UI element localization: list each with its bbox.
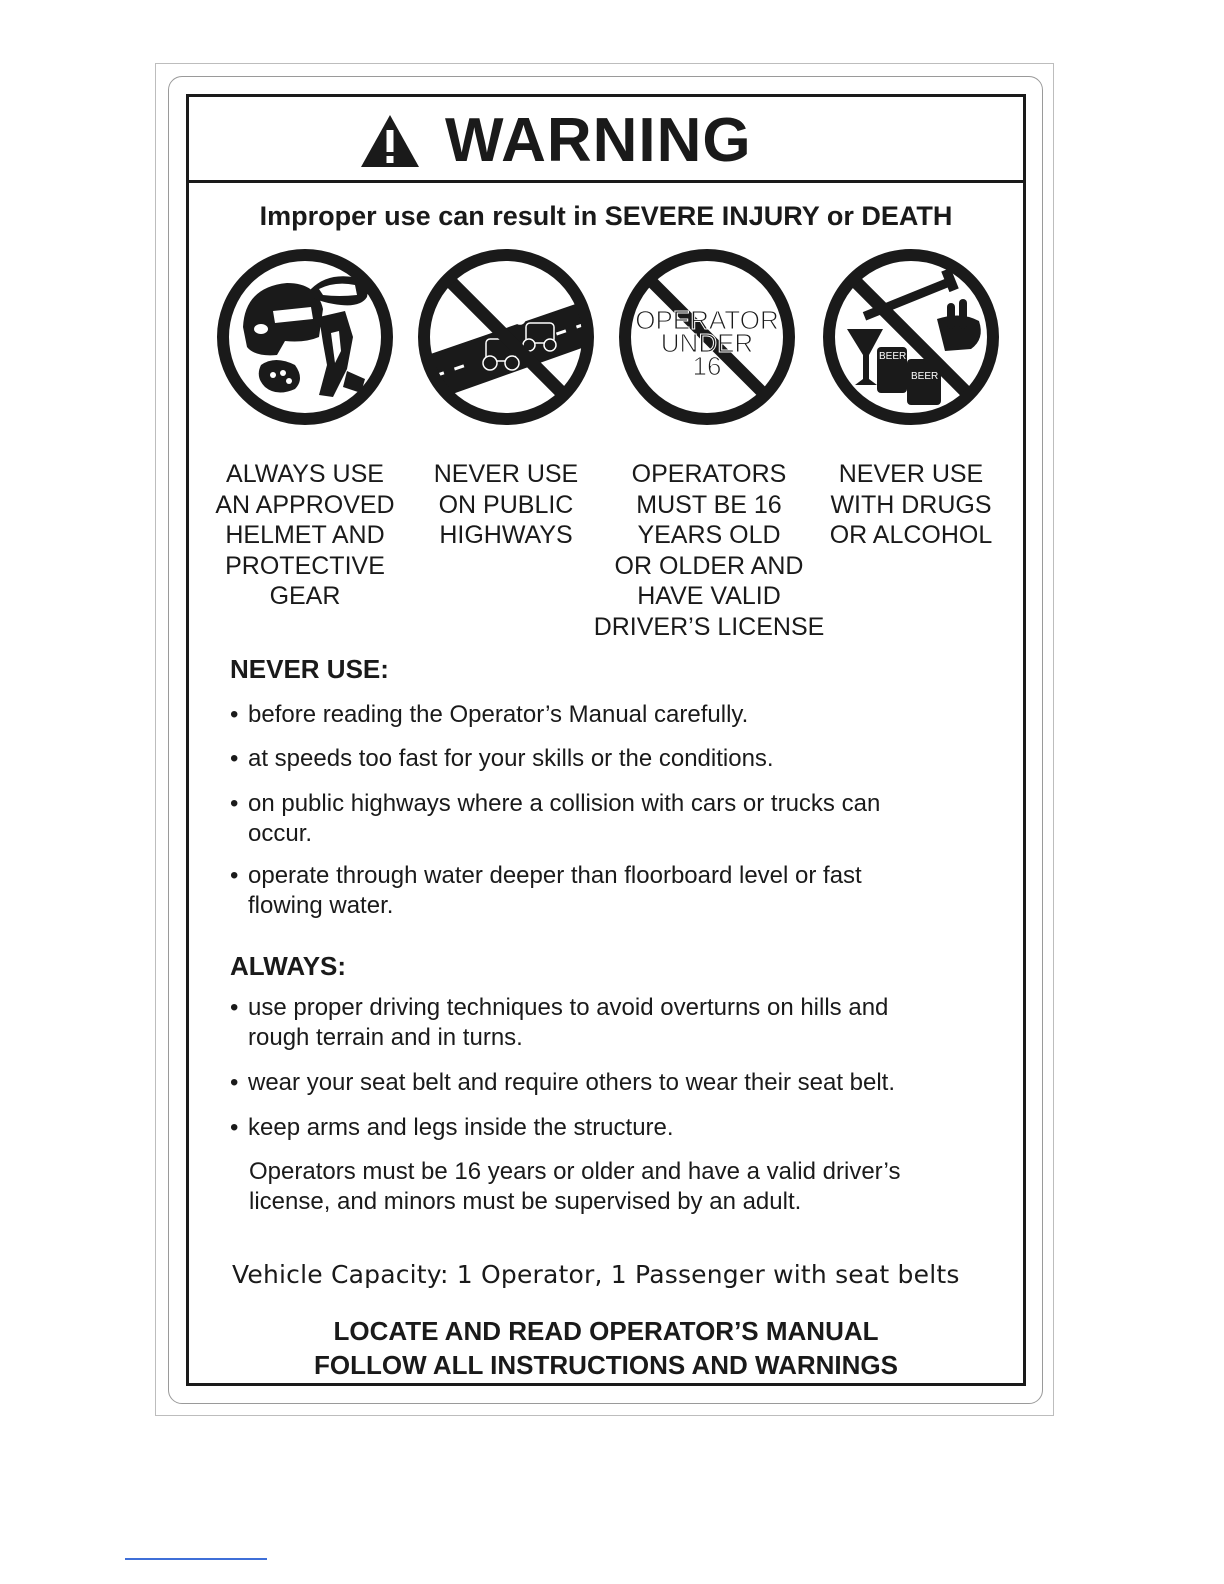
underage-text-3: 16 xyxy=(692,351,722,381)
caption-line: DRIVER’S LICENSE xyxy=(593,612,825,641)
always-item xyxy=(230,1068,980,1098)
no-highway-icon xyxy=(416,247,596,427)
bullet-text-continued: occur. xyxy=(248,820,313,847)
caption-line: YEARS OLD xyxy=(637,521,781,549)
caption-line: AN APPROVED xyxy=(215,490,395,519)
beer-label-2: BEER xyxy=(911,371,939,382)
footer-line-1: LOCATE AND READ OPERATOR’S MANUAL xyxy=(333,1316,879,1346)
always-heading: ALWAYS: xyxy=(230,951,347,981)
bullet-dot: • xyxy=(230,862,239,889)
caption-line: PROTECTIVE xyxy=(225,551,385,580)
caption-line: GEAR xyxy=(269,582,341,610)
warning-header xyxy=(189,97,1023,183)
bullet-text: wear your seat belt and require others to wear their seat belt. xyxy=(248,1069,896,1096)
bullet-dot: • xyxy=(230,701,239,728)
bullet-dot: • xyxy=(230,745,239,772)
caption-line: NEVER USE xyxy=(433,460,579,488)
bullet-text: on public highways where a collision with cars or trucks can xyxy=(248,790,881,817)
bullet-text-continued: rough terrain and in turns. xyxy=(248,1024,523,1051)
always-item xyxy=(230,993,980,1053)
underage-text-1: OPERATOR xyxy=(635,305,779,335)
underage-text-2: UNDER xyxy=(660,328,754,358)
caption-line: HIGHWAYS xyxy=(439,521,573,549)
caption-line: WITH DRUGS xyxy=(830,490,992,519)
caption-line: OR OLDER AND xyxy=(614,551,804,580)
caption-line: HELMET AND xyxy=(225,521,385,549)
warning-title-group xyxy=(359,106,752,175)
caption-line: NEVER USE xyxy=(838,460,984,488)
bullet-text: before reading the Operator’s Manual carefully. xyxy=(248,701,749,728)
vehicle-capacity: Vehicle Capacity: 1 Operator, 1 Passenger with seat belts xyxy=(232,1260,960,1289)
warning-triangle-icon xyxy=(359,113,421,169)
footer-line-2: FOLLOW ALL INSTRUCTIONS AND WARNINGS xyxy=(314,1350,898,1380)
never-use-item xyxy=(230,700,980,730)
caption-helmet xyxy=(190,459,420,612)
never-use-item xyxy=(230,744,980,774)
never-use-heading: NEVER USE: xyxy=(230,654,389,684)
beer-label-1: BEER xyxy=(879,351,907,362)
caption-line: OPERATORS xyxy=(631,460,787,488)
warning-subtitle: Improper use can result in SEVERE INJURY or DEATH xyxy=(259,201,953,231)
caption-line: HAVE VALID xyxy=(637,582,781,610)
bullet-text: at speeds too fast for your skills or the conditions. xyxy=(248,745,774,772)
always-item xyxy=(230,1113,980,1143)
bullet-dot: • xyxy=(230,1069,239,1096)
no-drugs-alcohol-icon xyxy=(821,247,1001,427)
bullet-text: keep arms and legs inside the structure. xyxy=(248,1114,674,1141)
note-line: Operators must be 16 years or older and have a valid driver’s xyxy=(249,1158,901,1185)
note-line: license, and minors must be supervised by an adult. xyxy=(249,1188,802,1215)
bullet-dot: • xyxy=(230,1114,239,1141)
bullet-text: use proper driving techniques to avoid overturns on hills and xyxy=(248,994,889,1021)
helmet-gear-icon xyxy=(215,247,395,427)
caption-line: ALWAYS USE xyxy=(226,460,384,488)
bullet-text-continued: flowing water. xyxy=(248,892,394,919)
caption-drugs xyxy=(796,459,1026,551)
no-underage-operator-icon xyxy=(617,247,797,427)
caption-line: ON PUBLIC xyxy=(438,490,574,519)
warning-label xyxy=(186,94,1026,1386)
caption-line: OR ALCOHOL xyxy=(829,521,993,549)
caption-line: MUST BE 16 xyxy=(636,490,782,519)
never-use-item xyxy=(230,861,980,921)
bullet-text: operate through water deeper than floorboard level or fast xyxy=(248,862,862,889)
bullet-dot: • xyxy=(230,790,239,817)
bullet-dot: • xyxy=(230,994,239,1021)
warning-title: WARNING xyxy=(445,106,752,175)
operator-age-note xyxy=(249,1157,979,1217)
never-use-item xyxy=(230,789,980,849)
footnote-separator xyxy=(125,1558,267,1560)
